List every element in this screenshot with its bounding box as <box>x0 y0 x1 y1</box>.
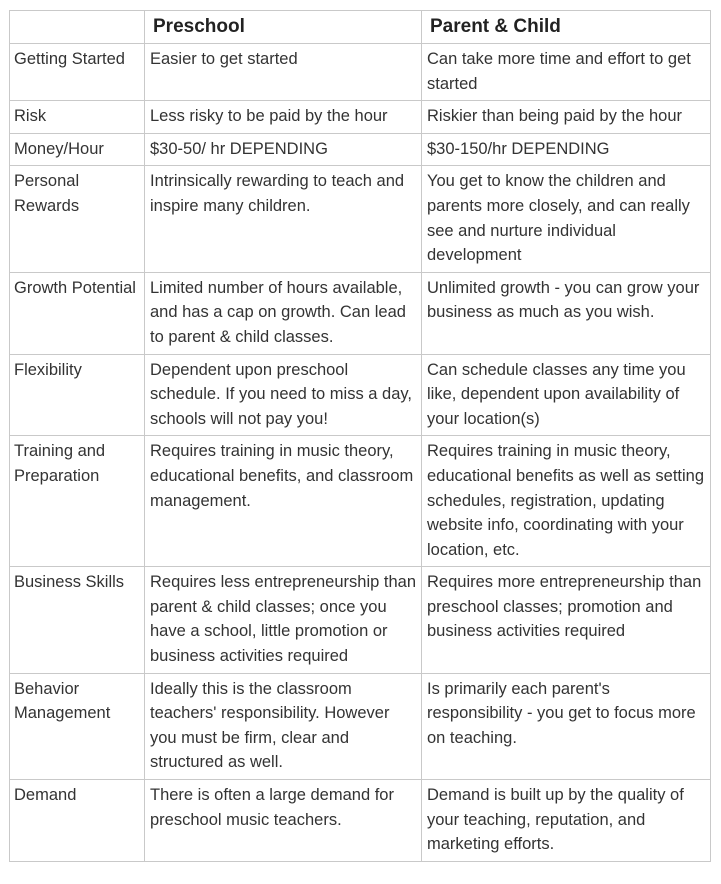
parent-child-cell: Unlimited growth - you can grow your business as much as you wish. <box>422 272 711 354</box>
row-label: Business Skills <box>10 567 145 673</box>
parent-child-cell: Can schedule classes any time you like, dependent upon availability of your location(s) <box>422 354 711 436</box>
parent-child-cell: You get to know the children and parents more closely, and can really see and nurture individual development <box>422 166 711 272</box>
row-label: Risk <box>10 101 145 134</box>
row-label: Money/Hour <box>10 133 145 166</box>
table-row <box>10 780 711 862</box>
row-label: Getting Started <box>10 44 145 101</box>
parent-child-cell: Demand is built up by the quality of your teaching, reputation, and marketing efforts. <box>422 780 711 862</box>
header-preschool: Preschool <box>145 11 422 44</box>
comparison-table <box>9 10 711 862</box>
preschool-cell: Intrinsically rewarding to teach and inspire many children. <box>145 166 422 272</box>
parent-child-cell: Requires more entrepreneurship than preschool classes; promotion and business activities required <box>422 567 711 673</box>
preschool-cell: Less risky to be paid by the hour <box>145 101 422 134</box>
preschool-cell: Ideally this is the classroom teachers' responsibility. However you must be firm, clear and structured as well. <box>145 673 422 779</box>
preschool-cell: $30-50/ hr DEPENDING <box>145 133 422 166</box>
parent-child-cell: Requires training in music theory, educational benefits as well as setting schedules, registration, updating website info, coordinating with your location, etc. <box>422 436 711 567</box>
preschool-cell: Dependent upon preschool schedule. If you need to miss a day, schools will not pay you! <box>145 354 422 436</box>
parent-child-cell: Riskier than being paid by the hour <box>422 101 711 134</box>
row-label: Training and Preparation <box>10 436 145 567</box>
table-row <box>10 272 711 354</box>
table-row <box>10 436 711 567</box>
preschool-cell: Requires training in music theory, educational benefits, and classroom management. <box>145 436 422 567</box>
table-row <box>10 133 711 166</box>
table-row <box>10 673 711 779</box>
parent-child-cell: $30-150/hr DEPENDING <box>422 133 711 166</box>
row-label: Growth Potential <box>10 272 145 354</box>
preschool-cell: Easier to get started <box>145 44 422 101</box>
parent-child-cell: Can take more time and effort to get started <box>422 44 711 101</box>
parent-child-cell: Is primarily each parent's responsibility - you get to focus more on teaching. <box>422 673 711 779</box>
table-row <box>10 101 711 134</box>
row-label: Behavior Management <box>10 673 145 779</box>
row-label: Flexibility <box>10 354 145 436</box>
header-row <box>10 11 711 44</box>
preschool-cell: Requires less entrepreneurship than parent & child classes; once you have a school, little promotion or business activities required <box>145 567 422 673</box>
row-label: Personal Rewards <box>10 166 145 272</box>
table-row <box>10 567 711 673</box>
header-parent-child: Parent & Child <box>422 11 711 44</box>
header-corner-cell <box>10 11 145 44</box>
table-row <box>10 44 711 101</box>
table-row <box>10 166 711 272</box>
preschool-cell: There is often a large demand for preschool music teachers. <box>145 780 422 862</box>
preschool-cell: Limited number of hours available, and has a cap on growth. Can lead to parent & child classes. <box>145 272 422 354</box>
table-row <box>10 354 711 436</box>
row-label: Demand <box>10 780 145 862</box>
